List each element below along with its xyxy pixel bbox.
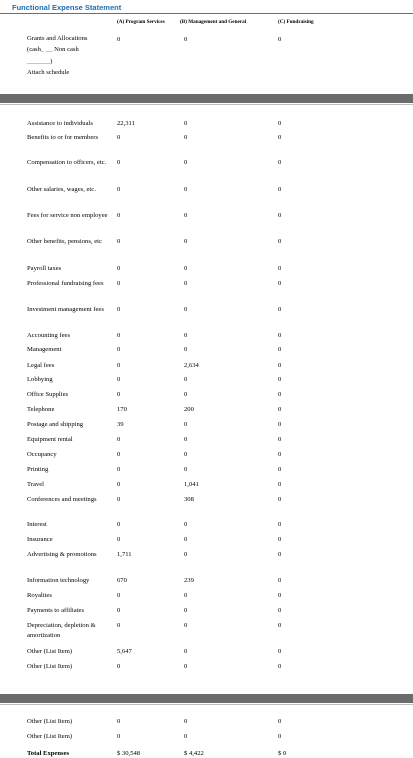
row-value-fundraising: 0 bbox=[278, 466, 282, 473]
row-value-program-services: 0 bbox=[117, 536, 121, 543]
row-value-management-general: 2,634 bbox=[184, 362, 199, 369]
row-value-management-general: 0 bbox=[184, 607, 188, 614]
total-value-c: $ 0 bbox=[278, 750, 287, 757]
row-label: Other (List Item) bbox=[27, 648, 73, 655]
row-label: Accounting fees bbox=[27, 332, 71, 339]
row-value-fundraising: 0 bbox=[278, 280, 282, 287]
row-label: Depreciation, depletion & amortization bbox=[27, 622, 96, 639]
row-label: Occupancy bbox=[27, 451, 57, 458]
grants-noncash-label: Non cash bbox=[54, 46, 79, 53]
row-value-management-general: 0 bbox=[184, 159, 188, 166]
row-value-program-services: 0 bbox=[117, 481, 121, 488]
row-value-management-general: 0 bbox=[184, 332, 188, 339]
row-value-program-services: 22,311 bbox=[117, 120, 135, 127]
row-value-program-services: 0 bbox=[117, 238, 121, 245]
row-label: Other benefits, pensions, etc bbox=[27, 238, 102, 245]
row-value-fundraising: 0 bbox=[278, 663, 282, 670]
row-value-management-general: 0 bbox=[184, 265, 188, 272]
row-value-program-services: 0 bbox=[117, 332, 121, 339]
row-value-fundraising: 0 bbox=[278, 451, 282, 458]
row-label: Benefits to or for members bbox=[27, 134, 99, 141]
row-label: Interest bbox=[27, 521, 47, 528]
grants-cash-line: (cash_ __ Non cash bbox=[27, 46, 79, 53]
row-label: Travel bbox=[27, 481, 44, 488]
row-value-fundraising: 0 bbox=[278, 648, 282, 655]
row-value-program-services: 39 bbox=[117, 421, 124, 428]
row-label: Investment management fees bbox=[27, 306, 104, 313]
row-value-fundraising: 0 bbox=[278, 346, 282, 353]
row-value-management-general: 0 bbox=[184, 391, 188, 398]
grants-close-line: _______) bbox=[27, 58, 53, 65]
row-label: Office Supplies bbox=[27, 391, 69, 398]
row-value-fundraising: 0 bbox=[278, 376, 282, 383]
row-value-fundraising: 0 bbox=[278, 496, 282, 503]
row-value-program-services: 0 bbox=[117, 592, 121, 599]
row-value-management-general: 0 bbox=[184, 451, 188, 458]
section-divider-top bbox=[0, 94, 413, 103]
row-label: Management bbox=[27, 346, 62, 353]
row-value-management-general: 0 bbox=[184, 238, 188, 245]
row-value-management-general: 1,041 bbox=[184, 481, 199, 488]
total-expenses-label: Total Expenses bbox=[27, 750, 70, 757]
section-divider-bottom-rule bbox=[0, 704, 413, 705]
row-value-program-services: 0 bbox=[117, 733, 121, 740]
row-label: Lobbying bbox=[27, 376, 53, 383]
section-divider-top-rule bbox=[0, 104, 413, 105]
row-value-program-services: 0 bbox=[117, 607, 121, 614]
row-value-management-general: 308 bbox=[184, 496, 194, 503]
row-value-management-general: 0 bbox=[184, 280, 188, 287]
row-value-management-general: 0 bbox=[184, 592, 188, 599]
column-header-management-general: (B) Management and General bbox=[180, 19, 247, 25]
row-value-fundraising: 0 bbox=[278, 238, 282, 245]
row-value-management-general: 0 bbox=[184, 551, 188, 558]
row-label: Other (List Item) bbox=[27, 663, 73, 670]
row-value-fundraising: 0 bbox=[278, 622, 282, 629]
row-value-program-services: 0 bbox=[117, 186, 121, 193]
row-value-program-services: 0 bbox=[117, 718, 121, 725]
row-value-management-general: 0 bbox=[184, 648, 188, 655]
row-label: Conferences and meetings bbox=[27, 496, 97, 503]
row-label: Fees for service non employee bbox=[27, 212, 108, 219]
row-value-program-services: 0 bbox=[117, 212, 121, 219]
row-value-management-general: 0 bbox=[184, 134, 188, 141]
row-value-management-general: 0 bbox=[184, 186, 188, 193]
row-value-fundraising: 0 bbox=[278, 536, 282, 543]
row-value-management-general: 0 bbox=[184, 536, 188, 543]
grants-cash-prefix: (cash bbox=[27, 46, 41, 53]
row-value-management-general: 200 bbox=[184, 406, 194, 413]
row-label: Information technology bbox=[27, 577, 90, 584]
row-value-fundraising: 0 bbox=[278, 159, 282, 166]
row-value-program-services: 5,647 bbox=[117, 648, 132, 655]
row-value-program-services: 0 bbox=[117, 376, 121, 383]
row-value-program-services: 0 bbox=[117, 663, 121, 670]
row-value-management-general: 0 bbox=[184, 376, 188, 383]
row-value-program-services: 0 bbox=[117, 134, 121, 141]
row-label: Printing bbox=[27, 466, 49, 473]
row-value-program-services: 0 bbox=[117, 622, 121, 629]
row-label: Compensation to officers, etc. bbox=[27, 159, 107, 166]
row-value-program-services: 670 bbox=[117, 577, 127, 584]
row-value-fundraising: 0 bbox=[278, 718, 282, 725]
row-value-management-general: 0 bbox=[184, 622, 188, 629]
row-value-management-general: 0 bbox=[184, 120, 188, 127]
row-label: Equipment rental bbox=[27, 436, 73, 443]
row-label: Royalties bbox=[27, 592, 52, 599]
row-value-fundraising: 0 bbox=[278, 186, 282, 193]
grants-value-c: 0 bbox=[278, 36, 282, 43]
row-value-fundraising: 0 bbox=[278, 733, 282, 740]
row-value-fundraising: 0 bbox=[278, 306, 282, 313]
row-label: Postage and shipping bbox=[27, 421, 84, 428]
column-header-fundraising: (C) Fundraising bbox=[278, 19, 314, 25]
row-value-program-services: 0 bbox=[117, 451, 121, 458]
grants-value-a: 0 bbox=[117, 36, 121, 43]
row-value-fundraising: 0 bbox=[278, 577, 282, 584]
row-value-fundraising: 0 bbox=[278, 436, 282, 443]
row-label: Assistance to individuals bbox=[27, 120, 93, 127]
grants-label: Grants and Allocations bbox=[27, 35, 88, 42]
row-value-program-services: 170 bbox=[117, 406, 127, 413]
row-value-program-services: 0 bbox=[117, 521, 121, 528]
row-value-management-general: 0 bbox=[184, 421, 188, 428]
row-label: Other salaries, wages, etc. bbox=[27, 186, 96, 193]
row-value-fundraising: 0 bbox=[278, 421, 282, 428]
row-value-program-services: 0 bbox=[117, 159, 121, 166]
row-value-management-general: 0 bbox=[184, 718, 188, 725]
row-value-management-general: 239 bbox=[184, 577, 194, 584]
row-value-program-services: 0 bbox=[117, 466, 121, 473]
row-value-fundraising: 0 bbox=[278, 391, 282, 398]
row-value-program-services: 0 bbox=[117, 306, 121, 313]
column-header-program-services: (A) Program Services bbox=[117, 19, 165, 25]
row-label: Professional fundraising fees bbox=[27, 280, 104, 287]
page-title: Functional Expense Statement bbox=[12, 3, 122, 12]
row-value-program-services: 0 bbox=[117, 265, 121, 272]
row-value-fundraising: 0 bbox=[278, 362, 282, 369]
row-value-fundraising: 0 bbox=[278, 332, 282, 339]
row-value-fundraising: 0 bbox=[278, 521, 282, 528]
row-value-fundraising: 0 bbox=[278, 120, 282, 127]
title-divider bbox=[0, 13, 413, 14]
row-value-program-services: 0 bbox=[117, 391, 121, 398]
row-value-program-services: 0 bbox=[117, 346, 121, 353]
row-value-program-services: 0 bbox=[117, 436, 121, 443]
row-label: Other (List Item) bbox=[27, 718, 73, 725]
row-value-program-services: 1,711 bbox=[117, 551, 132, 558]
row-value-program-services: 0 bbox=[117, 496, 121, 503]
row-value-management-general: 0 bbox=[184, 733, 188, 740]
row-value-management-general: 0 bbox=[184, 212, 188, 219]
row-label: Payroll taxes bbox=[27, 265, 62, 272]
row-label: Other (List Item) bbox=[27, 733, 73, 740]
row-value-fundraising: 0 bbox=[278, 551, 282, 558]
row-label: Advertising & promotions bbox=[27, 551, 97, 558]
grants-attach-schedule: Attach schedule bbox=[27, 69, 70, 76]
row-value-management-general: 0 bbox=[184, 663, 188, 670]
total-value-a: $ 30,548 bbox=[117, 750, 141, 757]
row-value-management-general: 0 bbox=[184, 466, 188, 473]
row-value-fundraising: 0 bbox=[278, 481, 282, 488]
section-divider-bottom bbox=[0, 694, 413, 703]
row-label: Telephone bbox=[27, 406, 55, 413]
row-value-fundraising: 0 bbox=[278, 607, 282, 614]
row-label: Insurance bbox=[27, 536, 53, 543]
grants-value-b: 0 bbox=[184, 36, 188, 43]
grants-close-paren: ) bbox=[50, 58, 53, 65]
row-value-management-general: 0 bbox=[184, 436, 188, 443]
row-value-management-general: 0 bbox=[184, 521, 188, 528]
row-value-fundraising: 0 bbox=[278, 212, 282, 219]
row-value-fundraising: 0 bbox=[278, 134, 282, 141]
total-value-b: $ 4,422 bbox=[184, 750, 204, 757]
row-value-program-services: 0 bbox=[117, 280, 121, 287]
row-value-management-general: 0 bbox=[184, 346, 188, 353]
row-value-program-services: 0 bbox=[117, 362, 121, 369]
row-value-management-general: 0 bbox=[184, 306, 188, 313]
row-label: Legal fees bbox=[27, 362, 55, 369]
row-value-fundraising: 0 bbox=[278, 265, 282, 272]
row-value-fundraising: 0 bbox=[278, 592, 282, 599]
row-label: Payments to affiliates bbox=[27, 607, 85, 614]
row-value-fundraising: 0 bbox=[278, 406, 282, 413]
